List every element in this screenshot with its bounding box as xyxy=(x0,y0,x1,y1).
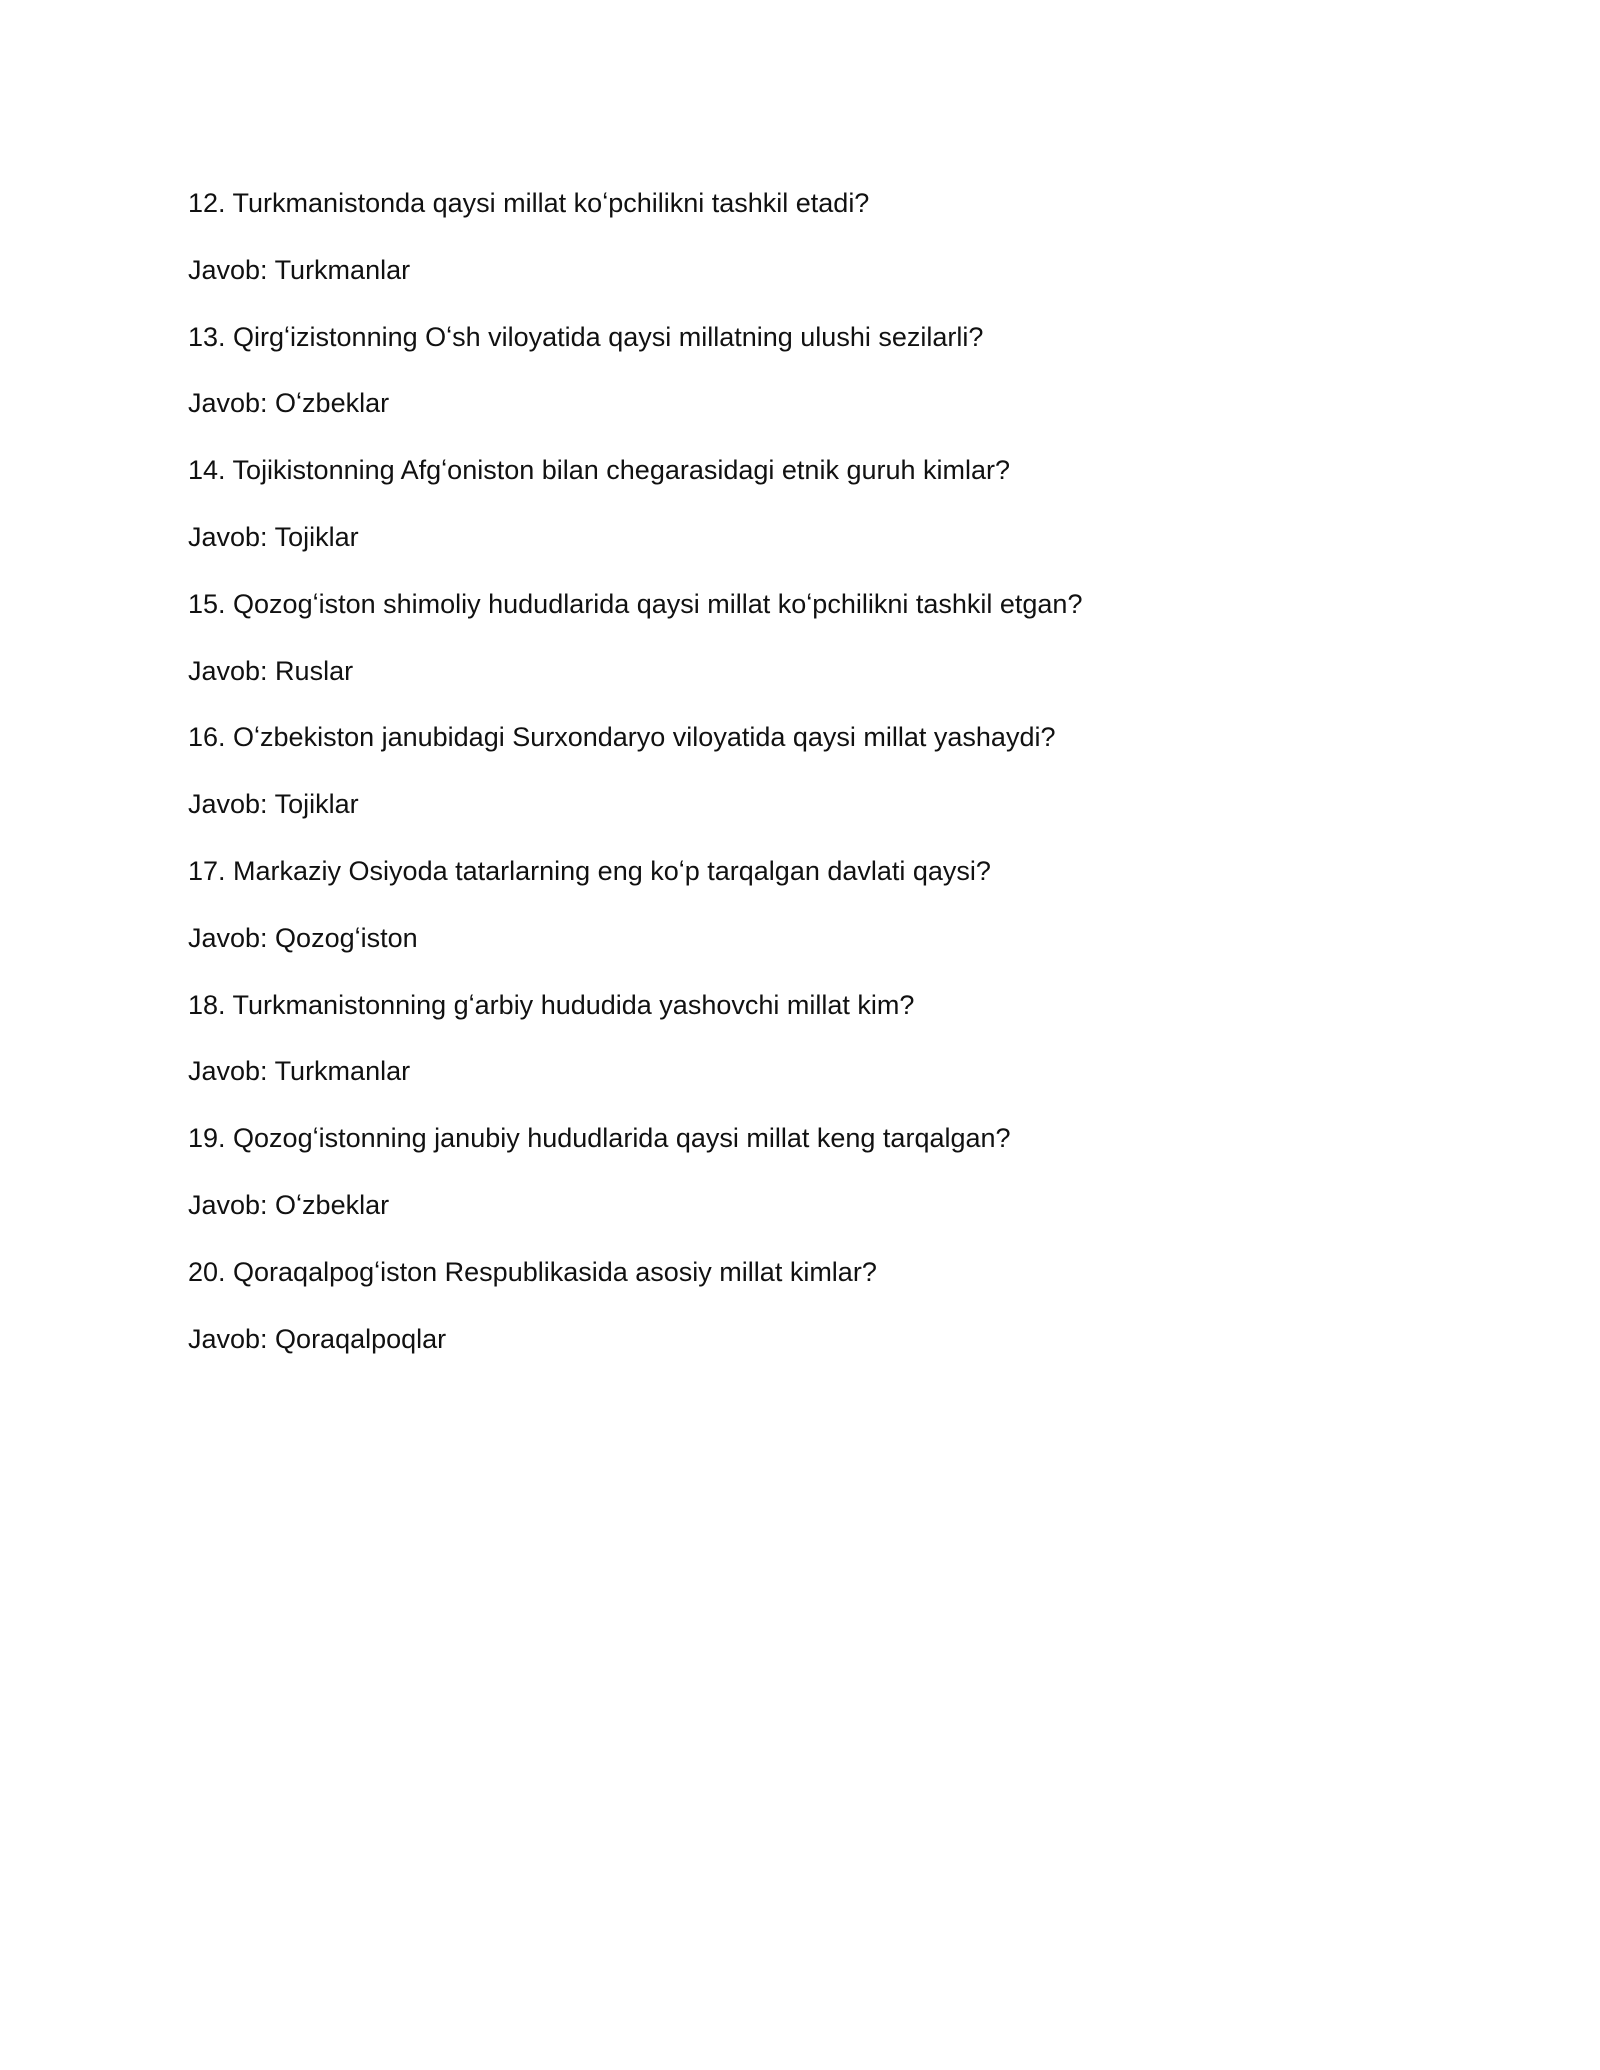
question-16: 16. Oʻzbekiston janubidagi Surxondaryo viloyatida qaysi millat yashaydi? xyxy=(188,722,1056,753)
question-15: 15. Qozogʻiston shimoliy hududlarida qaysi millat koʻpchilikni tashkil etgan? xyxy=(188,588,1083,619)
question-13: 13. Qirgʻizistonning Oʻsh viloyatida qaysi millatning ulushi sezilarli? xyxy=(188,321,984,352)
question-17: 17. Markaziy Osiyoda tatarlarning eng koʻp tarqalgan davlati qaysi? xyxy=(188,855,991,886)
answer-15: Javob: Ruslar xyxy=(188,655,354,686)
answer-18: Javob: Turkmanlar xyxy=(188,1056,411,1087)
question-20: 20. Qoraqalpogʻiston Respublikasida asosiy millat kimlar? xyxy=(188,1256,877,1287)
answer-17: Javob: Qozogʻiston xyxy=(188,922,418,953)
question-14: 14. Tojikistonning Afgʻoniston bilan chegarasidagi etnik guruh kimlar? xyxy=(188,455,1011,486)
question-12: 12. Turkmanistonda qaysi millat koʻpchilikni tashkil etadi? xyxy=(188,188,870,218)
question-19: 19. Qozogʻistonning janubiy hududlarida qaysi millat keng tarqalgan? xyxy=(188,1123,1011,1154)
answer-16: Javob: Tojiklar xyxy=(188,789,359,820)
answer-19: Javob: Oʻzbeklar xyxy=(188,1189,390,1220)
answer-12: Javob: Turkmanlar xyxy=(188,254,411,285)
qa-list xyxy=(188,186,1428,1388)
answer-20: Javob: Qoraqalpoqlar xyxy=(188,1323,447,1354)
answer-13: Javob: Oʻzbeklar xyxy=(188,388,390,419)
question-18: 18. Turkmanistonning gʻarbiy hududida yashovchi millat kim? xyxy=(188,989,915,1020)
answer-14: Javob: Tojiklar xyxy=(188,521,359,552)
